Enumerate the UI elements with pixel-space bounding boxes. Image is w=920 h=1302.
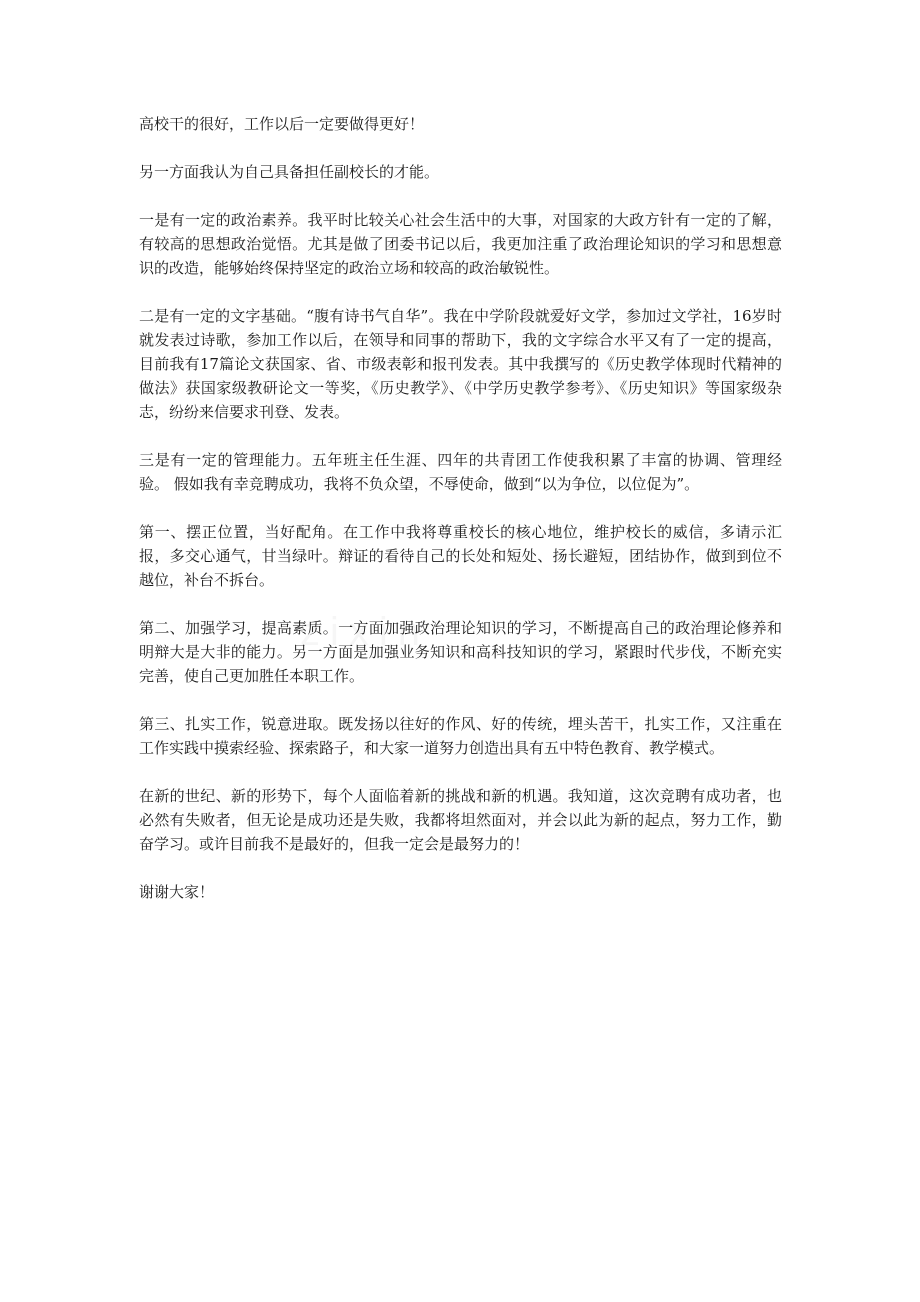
paragraph-5: 三是有一定的管理能力。五年班主任生涯、四年的共青团工作使我积累了丰富的协调、管理经验。 假如我有幸竞聘成功，我将不负众望，不辱使命，做到“以为争位，以位促为”。 [139,451,782,493]
paragraph-8: 第三、扎实工作，锐意进取。既发扬以往好的作风、好的传统，埋头苦干，扎实工作，又注重在工作实践中摸索经验、探索路子，和大家一道努力创造出具有五中特色教育、教学模式。 [139,715,782,757]
paragraph-9: 在新的世纪、新的形势下，每个人面临着新的挑战和新的机遇。我知道，这次竞聘有成功者，也必然有失败者，但无论是成功还是失败，我都将坦然面对，并会以此为新的起点，努力工作，勤奋学习。或许目前我不是最好的，但我一定会是最努力的！ [139,787,782,853]
paragraph-1: 高校干的很好，工作以后一定要做得更好！ [139,115,425,133]
document-body [139,112,782,904]
paragraph-3: 一是有一定的政治素养。我平时比较关心社会生活中的大事，对国家的大政方针有一定的了解，有较高的思想政治觉悟。尤其是做了团委书记以后，我更加注重了政治理论知识的学习和思想意识的改造，能够始终保持坚定的政治立场和较高的政治敏锐性。 [139,211,782,277]
paragraph-6: 第一、摆正位置，当好配角。在工作中我将尊重校长的核心地位，维护校长的威信，多请示汇报，多交心通气，甘当绿叶。辩证的看待自己的长处和短处、扬长避短，团结协作，做到到位不越位，补台不拆台。 [139,523,782,589]
paragraph-4: 二是有一定的文字基础。“腹有诗书气自华”。我在中学阶段就爱好文学，参加过文学社，16岁时就发表过诗歌，参加工作以后，在领导和同事的帮助下，我的文字综合水平又有了一定的提高，目前我有17篇论文获国家、省、市级表彰和报刊发表。其中我撰写的《历史教学体现时代精神的做法》获国家级教研论文一等奖，《历史教学》、《中学历史教学参考》、《历史知识》等国家级杂志，纷纷来信要求刊登、发表。 [139,307,782,421]
paragraph-2: 另一方面我认为自己具备担任副校长的才能。 [139,163,440,181]
paragraph-7: 第二、加强学习，提高素质。一方面加强政治理论知识的学习，不断提高自己的政治理论修养和明辩大是大非的能力。另一方面是加强业务知识和高科技知识的学习，紧跟时代步伐，不断充实完善，使自己更加胜任本职工作。 [139,619,782,685]
paragraph-10: 谢谢大家！ [139,883,215,901]
